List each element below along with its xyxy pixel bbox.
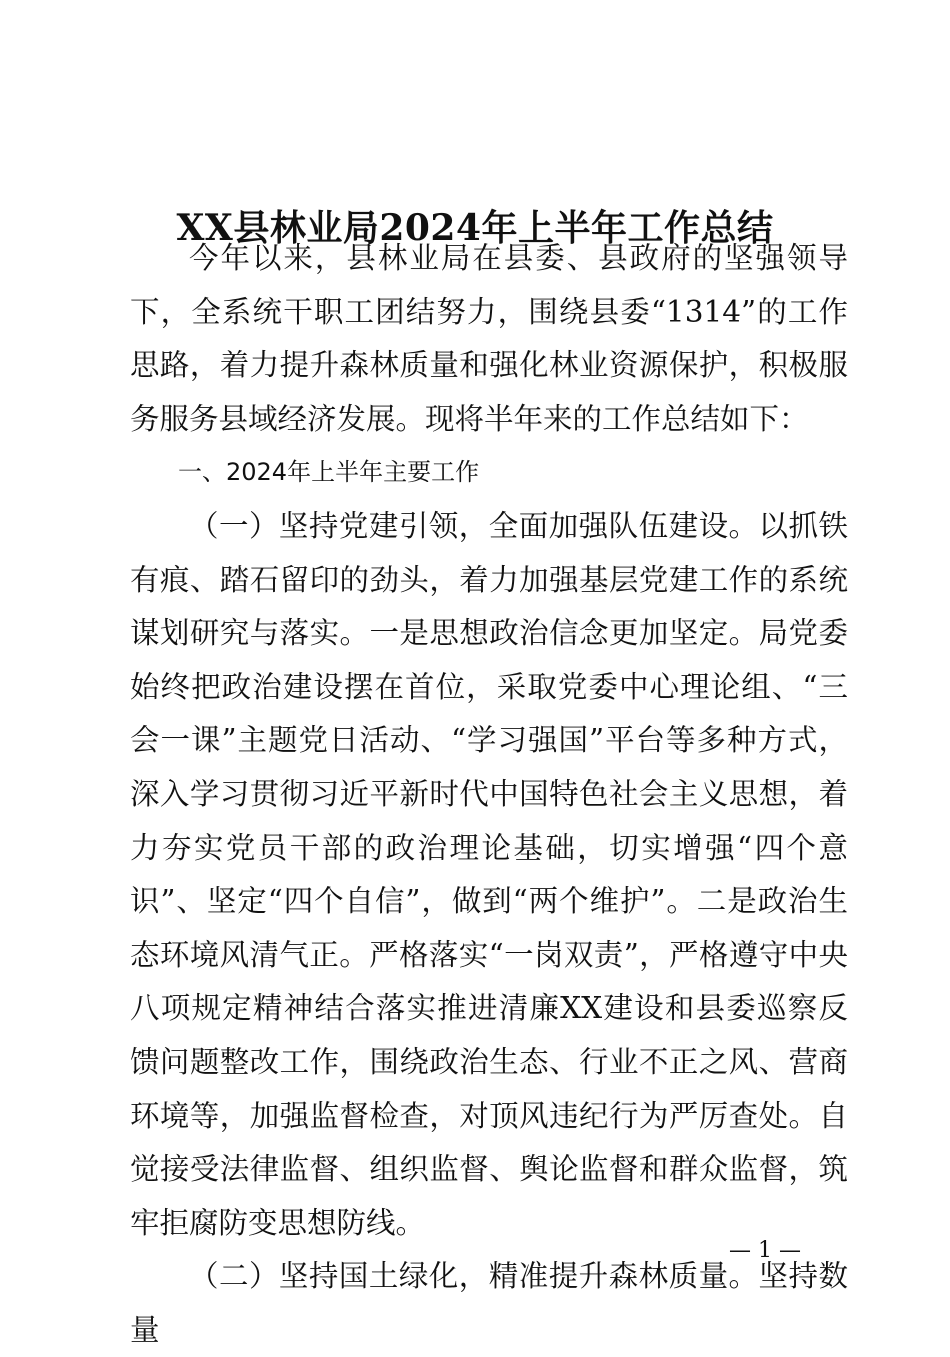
document-body — [130, 232, 848, 1357]
page-number: — 1 — — [729, 1238, 801, 1263]
body-paragraph: （一）坚持党建引领，全面加强队伍建设。以抓铁有痕、踏石留印的劲头，着力加强基层党建工作的系统谋划研究与落实。一是思想政治信念更加坚定。局党委始终把政治建设摆在首位，采取党委中心理论组、“三会一课”主题党日活动、“学习强国”平台等多种方式，深入学习贯彻习近平新时代中国特色社会主义思想，着力夯实党员干部的政治理论基础，切实增强“四个意识”、坚定“四个自信”，做到“两个维护”。二是政治生态环境风清气正。严格落实“一岗双责”，严格遵守中央八项规定精神结合落实推进清廉XX建设和县委巡察反馈问题整改工作，围绕政治生态、行业不正之风、营商环境等，加强监督检查，对顶风违纪行为严厉查处。自觉接受法律监督、组织监督、舆论监督和群众监督，筑牢拒腐防变思想防线。 — [130, 508, 848, 1240]
intro-paragraph: 今年以来，县林业局在县委、县政府的坚强领导下，全系统干职工团结努力，围绕县委“1314”的工作思路，着力提升森林质量和强化林业资源保护，积极服务服务县域经济发展。现将半年来的工作总结如下： — [130, 241, 848, 436]
section-heading: 一、2024年上半年主要工作 — [178, 458, 480, 487]
body-paragraph-continued: （二）坚持国土绿化，精准提升森林质量。坚持数量 — [130, 1259, 848, 1347]
document-title: XX县林业局2024年上半年工作总结 — [176, 207, 774, 250]
